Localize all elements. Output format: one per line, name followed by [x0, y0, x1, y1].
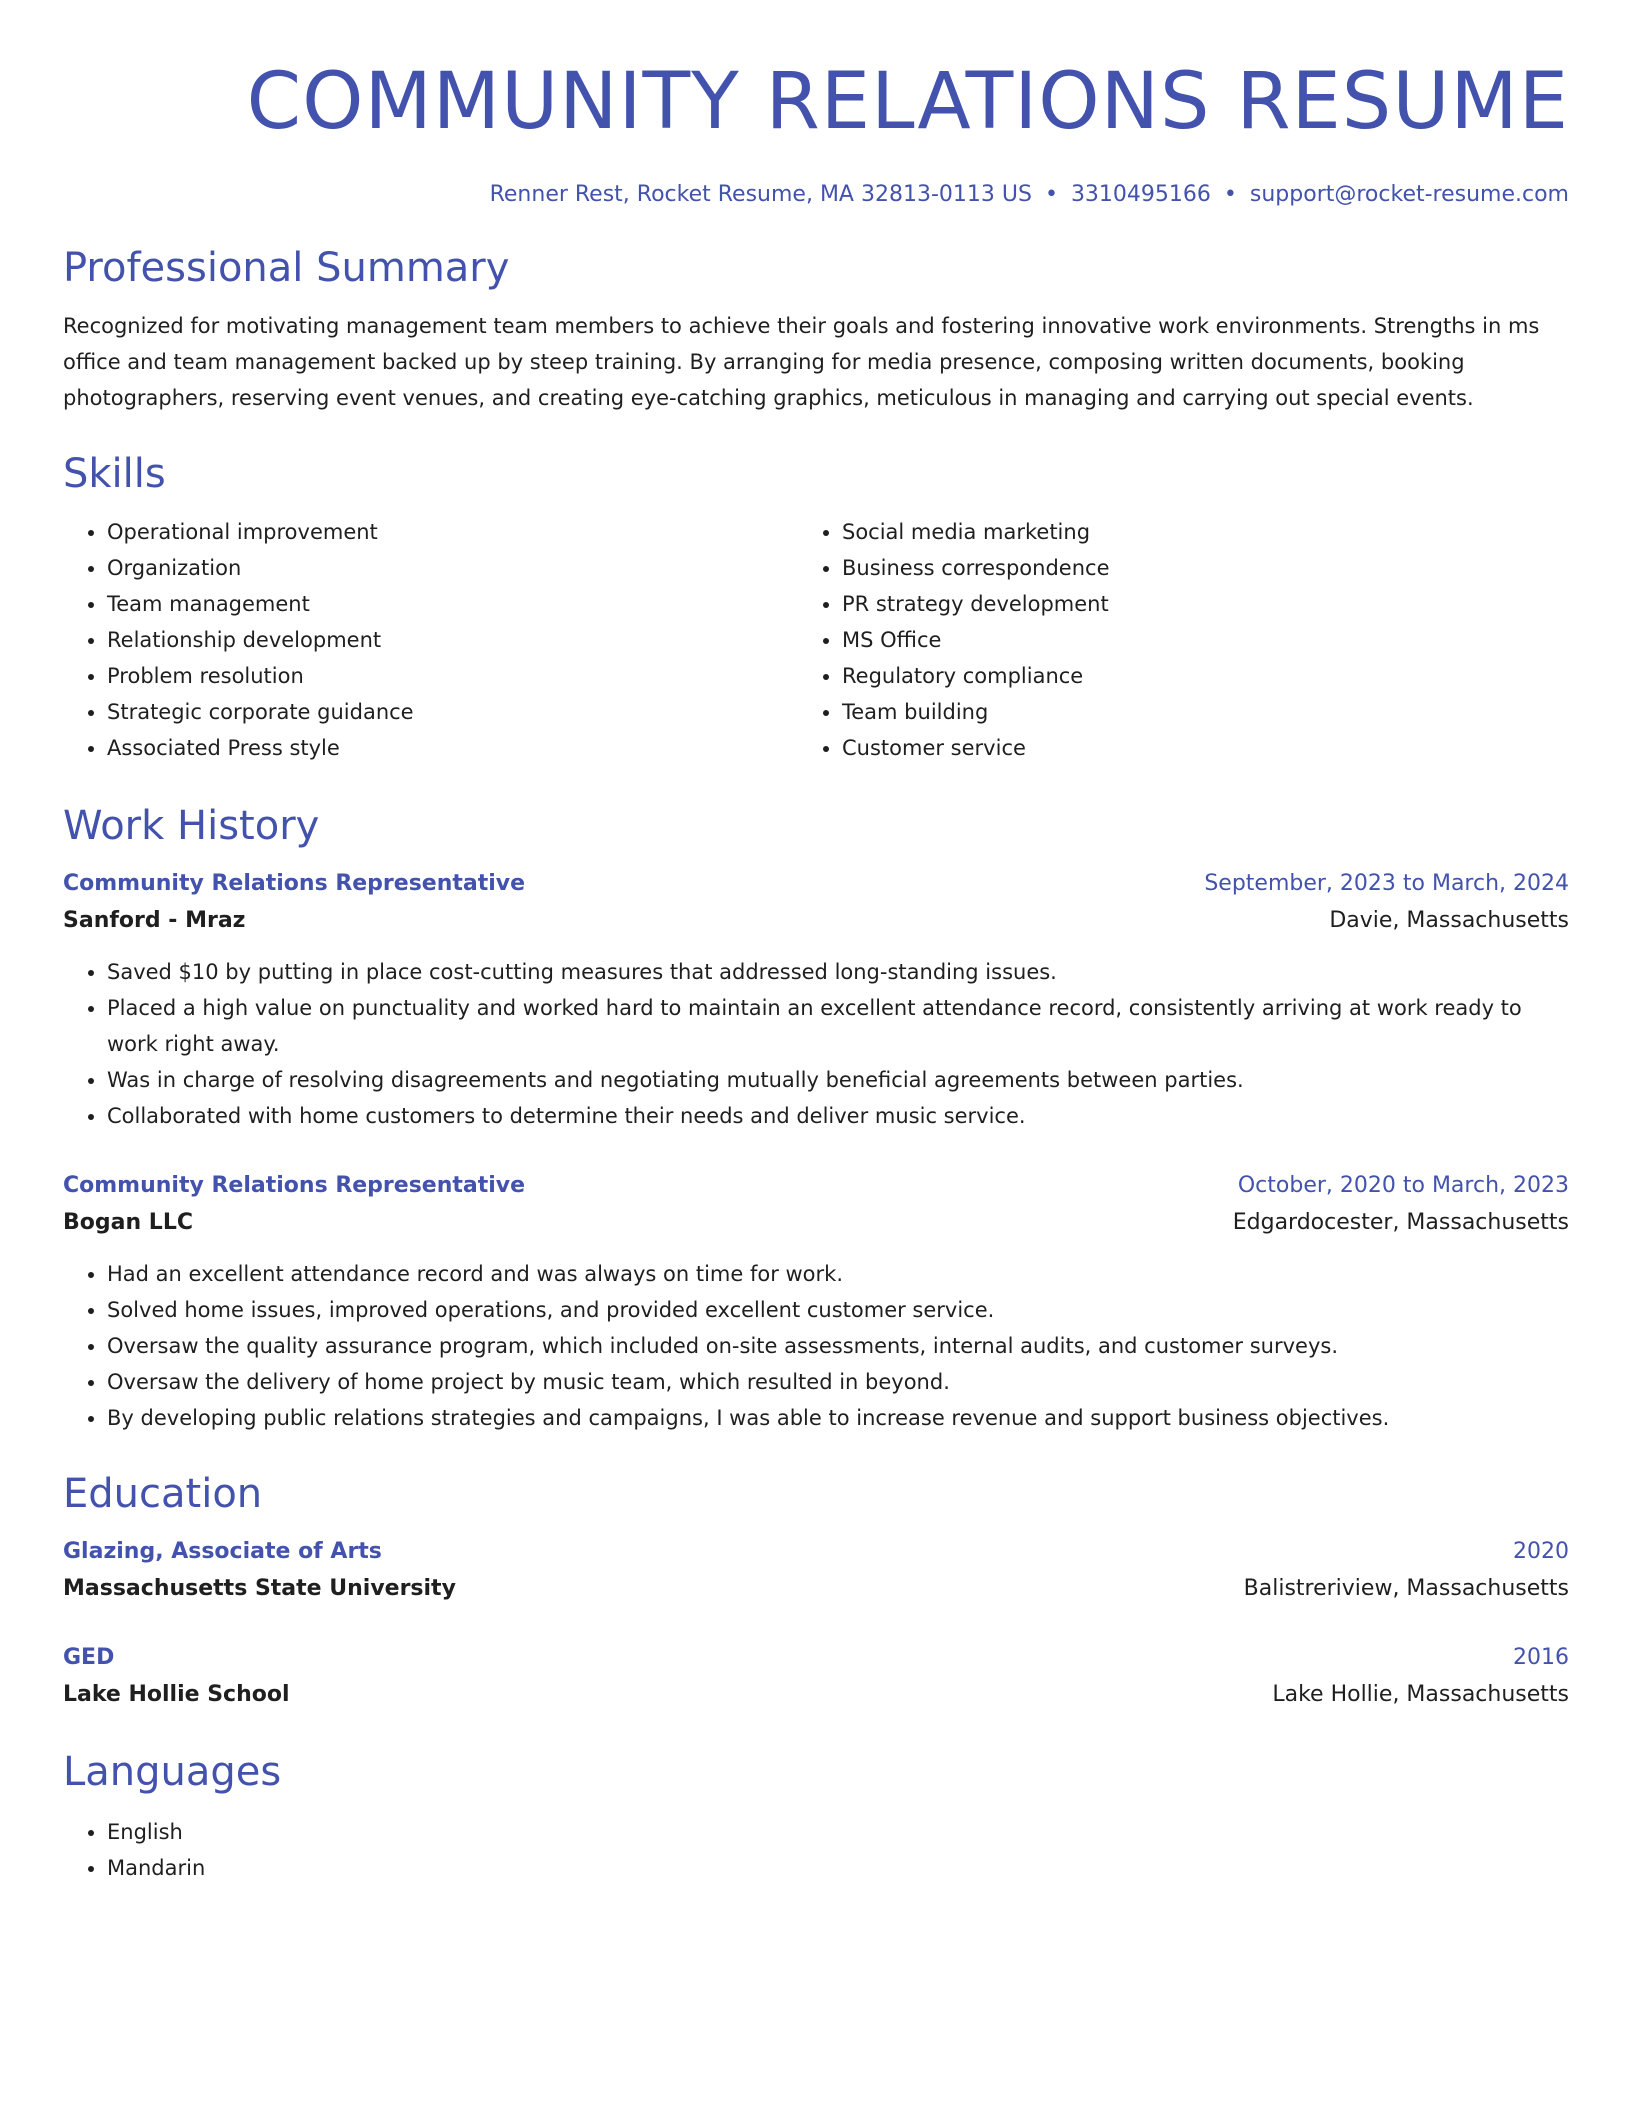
- contact-phone: 3310495166: [1070, 182, 1211, 207]
- education-school-row: [63, 1570, 1569, 1608]
- job-bullet: • Collaborated with home customers to determine their needs and deliver music service.: [107, 1098, 1569, 1134]
- skill-item: • Social media marketing: [842, 514, 1533, 550]
- job-location: Davie, Massachusetts: [1329, 908, 1569, 933]
- education-year: 2016: [1513, 1645, 1569, 1670]
- education-degree-row: [63, 1534, 1569, 1570]
- job-bullets: [63, 1256, 1569, 1436]
- education-school: Lake Hollie School: [63, 1682, 290, 1707]
- job-company: Bogan LLC: [63, 1210, 193, 1235]
- job-entry: [63, 1168, 1569, 1436]
- skill-item: • Associated Press style: [107, 730, 798, 766]
- skills-heading: Skills: [63, 451, 166, 497]
- job-bullet: • Placed a high value on punctuality and worked hard to maintain an excellent attendance record, consistently arriving at work ready to work right away.: [107, 990, 1569, 1062]
- skills-grid: [63, 514, 1569, 766]
- summary-section: [63, 240, 1569, 416]
- contact-email: support@rocket-resume.com: [1249, 182, 1569, 207]
- summary-text: Recognized for motivating management team members to achieve their goals and fostering innovative work environments. Strengths in ms office and team management backed up by steep training. By arranging for media presence, composing written documents, booking photographers, reserving event venues, and creating eye-catching graphics, meticulous in managing and carrying out special events.: [63, 314, 1540, 410]
- resume-title: COMMUNITY RELATIONS RESUME: [246, 57, 1569, 147]
- job-bullet: • Oversaw the delivery of home project by music team, which resulted in beyond.: [107, 1364, 1569, 1400]
- job-bullet: • Had an excellent attendance record and was always on time for work.: [107, 1256, 1569, 1292]
- skill-item: • MS Office: [842, 622, 1533, 658]
- education-year: 2020: [1513, 1539, 1569, 1564]
- languages-section: [63, 1744, 1569, 1886]
- languages-list: [63, 1814, 1569, 1886]
- job-dates: October, 2020 to March, 2023: [1237, 1173, 1569, 1198]
- job-bullet: • Saved $10 by putting in place cost-cutting measures that addressed long-standing issues.: [107, 954, 1569, 990]
- skill-item: • Team management: [107, 586, 798, 622]
- work-history-heading: Work History: [63, 803, 320, 849]
- job-title-row: [63, 866, 1569, 902]
- skill-item: • Relationship development: [107, 622, 798, 658]
- skills-list-right: [798, 514, 1533, 766]
- job-bullet: • Solved home issues, improved operations, and provided excellent customer service.: [107, 1292, 1569, 1328]
- job-bullet: • Was in charge of resolving disagreements and negotiating mutually beneficial agreements between parties.: [107, 1062, 1569, 1098]
- work-history-section: [63, 798, 1569, 1436]
- job-entry: [63, 866, 1569, 1134]
- skill-item: • Strategic corporate guidance: [107, 694, 798, 730]
- education-location: Balistreriview, Massachusetts: [1243, 1576, 1569, 1601]
- education-degree-row: [63, 1640, 1569, 1676]
- education-degree: GED: [63, 1645, 115, 1670]
- education-section: [63, 1466, 1569, 1714]
- education-location: Lake Hollie, Massachusetts: [1272, 1682, 1569, 1707]
- job-title: Community Relations Representative: [63, 871, 526, 896]
- job-bullet: • Oversaw the quality assurance program, which included on-site assessments, internal audits, and customer surveys.: [107, 1328, 1569, 1364]
- skill-item: • Problem resolution: [107, 658, 798, 694]
- skill-item: • Regulatory compliance: [842, 658, 1533, 694]
- education-entry: [63, 1640, 1569, 1714]
- skill-item: • Customer service: [842, 730, 1533, 766]
- education-heading: Education: [63, 1471, 263, 1517]
- resume-header: [63, 52, 1569, 210]
- education-entry: [63, 1534, 1569, 1608]
- contact-line: [63, 180, 1569, 210]
- skill-item: • Business correspondence: [842, 550, 1533, 586]
- contact-address: Renner Rest, Rocket Resume, MA 32813-0113 US: [489, 182, 1032, 207]
- job-bullet: • By developing public relations strategies and campaigns, I was able to increase revenue and support business objectives.: [107, 1400, 1569, 1436]
- skill-item: • Team building: [842, 694, 1533, 730]
- contact-separator: •: [1223, 182, 1237, 207]
- skills-list-left: [63, 514, 798, 766]
- education-school-row: [63, 1676, 1569, 1714]
- job-company: Sanford - Mraz: [63, 908, 246, 933]
- job-company-row: [63, 1204, 1569, 1242]
- job-bullets: [63, 954, 1569, 1134]
- job-title-row: [63, 1168, 1569, 1204]
- skill-item: • Operational improvement: [107, 514, 798, 550]
- language-item: • Mandarin: [107, 1850, 1569, 1886]
- contact-separator: •: [1044, 182, 1058, 207]
- skill-item: • PR strategy development: [842, 586, 1533, 622]
- language-item: • English: [107, 1814, 1569, 1850]
- job-dates: September, 2023 to March, 2024: [1204, 871, 1569, 896]
- languages-heading: Languages: [63, 1749, 282, 1795]
- education-degree: Glazing, Associate of Arts: [63, 1539, 382, 1564]
- summary-heading: Professional Summary: [63, 245, 510, 291]
- job-location: Edgardocester, Massachusetts: [1232, 1210, 1569, 1235]
- skill-item: • Organization: [107, 550, 798, 586]
- job-title: Community Relations Representative: [63, 1173, 526, 1198]
- skills-section: [63, 446, 1569, 766]
- education-school: Massachusetts State University: [63, 1576, 456, 1601]
- job-company-row: [63, 902, 1569, 940]
